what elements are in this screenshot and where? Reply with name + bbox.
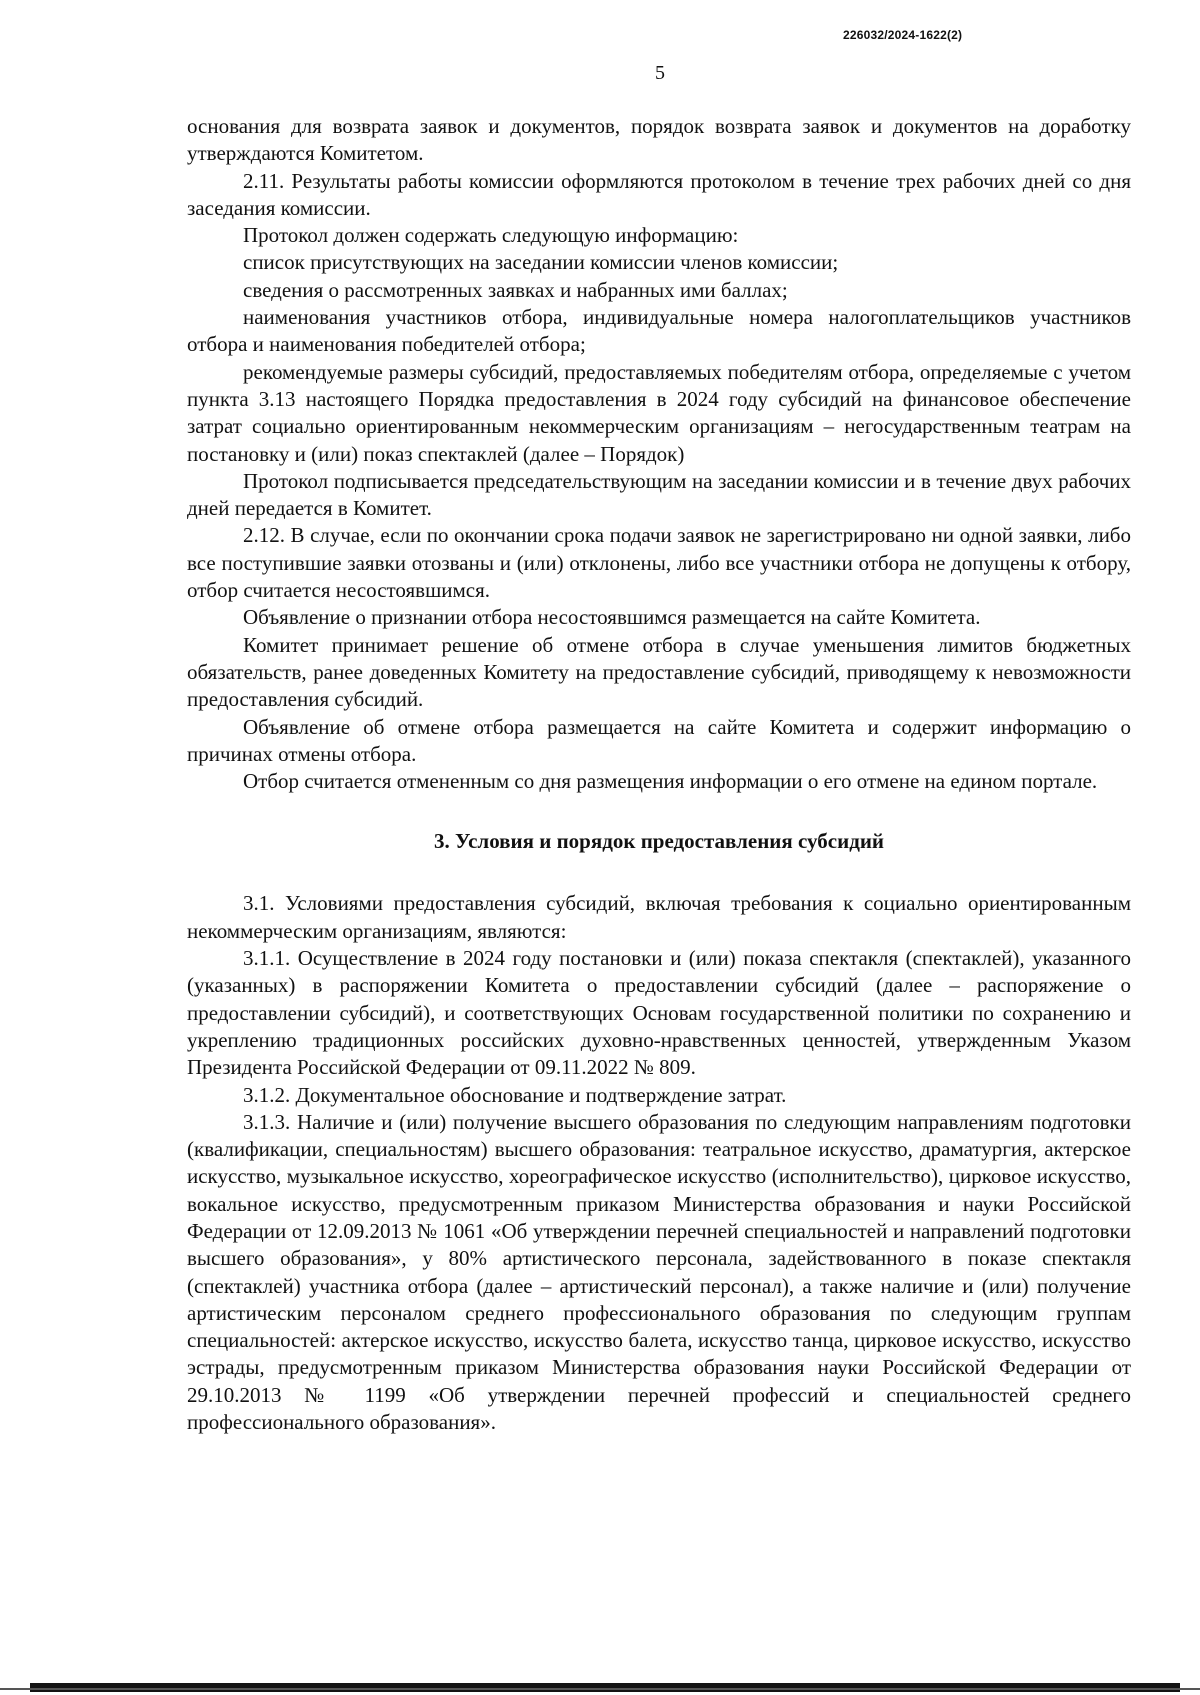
- paragraph: 3.1.3. Наличие и (или) получение высшего образования по следующим направлениям подготовки (квалификации, специальностям) высшего образования: театральное искусство, драматургия, актерское искусство, музыкальное искусство, хореографическое искусство (исполнительство), цирковое искусство, вокальное искусство, предусмотренным приказом Министерства образования и науки Российской Федерации от 12.09.2013 № 1061 «Об утверждении перечней специальностей и направлений подготовки высшего образования», у 80% артистического персонала, задействованного в показе спектакля (спектаклей) участника отбора (далее – артистический персонал), а также наличие и (или) получение артистическим персоналом среднего профессионального образования по следующим группам специальностей: актерское искусство, искусство балета, искусство танца, цирковое искусство, искусство эстрады, предусмотренным приказом Министерства образования науки Российской Федерации от 29.10.2013 № 1199 «Об утверждении перечней профессий и специальностей среднего профессионального образования».: [187, 1109, 1131, 1435]
- paragraph: Протокол подписывается председательствующим на заседании комиссии и в течение двух рабочих дней передается в Комитет.: [187, 468, 1131, 521]
- paragraph: Отбор считается отмененным со дня размещения информации о его отмене на едином портале.: [243, 769, 1098, 794]
- paragraph: 3.1.1. Осуществление в 2024 году постановки и (или) показа спектакля (спектаклей), указанного (указанных) в распоряжении Комитета о предоставлении субсидий (далее – распоряжение о предоставлении субсидий), и соответствующих Основам государственной политики по сохранению и укреплению традиционных российских духовно-нравственных ценностей, утвержденным Указом Президента Российской Федерации от 09.11.2022 № 809.: [187, 946, 1131, 1080]
- document-registration-number: 226032/2024-1622(2): [843, 28, 963, 42]
- paragraph: 2.11. Результаты работы комиссии оформляются протоколом в течение трех рабочих дней со дня заседания комиссии.: [187, 168, 1131, 220]
- paragraph: 2.12. В случае, если по окончании срока подачи заявок не зарегистрировано ни одной заявки, либо все поступившие заявки отозваны и (или) отклонены, либо все участники отбора не допущены к отбору, отбор считается несостоявшимся.: [187, 523, 1131, 603]
- paragraph: Объявление о признании отбора несостоявшимся размещается на сайте Комитета.: [243, 605, 981, 630]
- section-heading: 3. Условия и порядок предоставления субсидий: [433, 829, 885, 854]
- paragraph: Объявление об отмене отбора размещается на сайте Комитета и содержит информацию о причинах отмены отбора.: [187, 714, 1131, 766]
- scan-bottom-edge-line: [0, 1688, 1200, 1690]
- paragraph: 3.1.2. Документальное обоснование и подтверждение затрат.: [243, 1082, 787, 1107]
- paragraph: 3.1. Условиями предоставления субсидий, включая требования к социально ориентированным некоммерческим организациям, являются:: [187, 891, 1131, 943]
- paragraph: наименования участников отбора, индивидуальные номера налогоплательщиков участников отбора и наименования победителей отбора;: [187, 305, 1131, 357]
- document-body: [187, 113, 1131, 1436]
- paragraph: сведения о рассмотренных заявках и набранных ими баллах;: [243, 277, 788, 302]
- paragraph: Комитет принимает решение об отмене отбора в случае уменьшения лимитов бюджетных обязательств, ранее доведенных Комитету на предоставление субсидий, приводящему к невозможности предоставления субсидий.: [187, 632, 1131, 712]
- paragraph: основания для возврата заявок и документов, порядок возврата заявок и документов на доработку утверждаются Комитетом.: [187, 114, 1131, 166]
- paragraph: рекомендуемые размеры субсидий, предоставляемых победителям отбора, определяемые с учетом пункта 3.13 настоящего Порядка предоставления в 2024 году субсидий на финансовое обеспечение затрат социально ориентированным некоммерческим организациям – негосударственным театрам на постановку и (или) показ спектаклей (далее – Порядок): [187, 359, 1131, 466]
- paragraph: список присутствующих на заседании комиссии членов комиссии;: [243, 250, 839, 275]
- page-number: 5: [655, 62, 665, 84]
- paragraph: Протокол должен содержать следующую информацию:: [243, 223, 739, 248]
